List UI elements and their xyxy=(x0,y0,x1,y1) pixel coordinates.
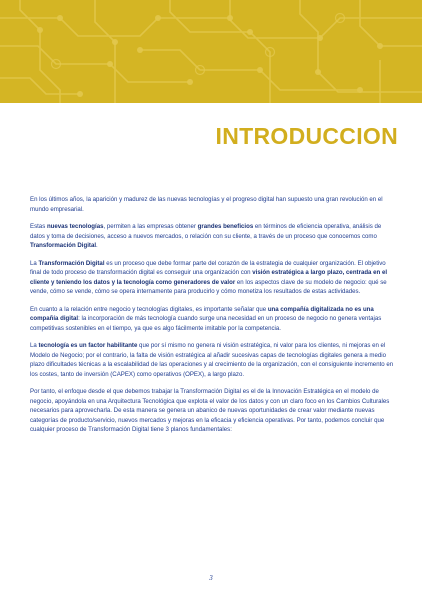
paragraph xyxy=(30,387,396,435)
bold-text: Transformación Digital xyxy=(30,242,97,249)
bold-text: visión estratégica a largo plazo, centrada en el cliente y teniendo los datos y la tecnología como generadores de valor xyxy=(30,269,388,286)
text-run: Por tanto, el enfoque desde el que debemos trabajar la Transformación Digital es el de la Innovación Estratégica en el modelo de negocio, apoyándola en una Arquitectura Tecnológica que explota el valor de los datos y con un claro foco en los Cambios Culturales necesarios para aprovecharla. De esta manera se genera un abanico de nuevas oportunidades de crear valor mediante nuevas categorías de producto/servicio, nuevos mercados y mejoras en la eficacia y eficiencia operativas. Por tanto, podemos concluir que cualquier proceso de Transformación Digital tiene 3 planos fundamentales: xyxy=(30,388,390,433)
bold-text: tecnología es un factor habilitante xyxy=(38,342,138,349)
text-run: Estas xyxy=(30,223,47,230)
page-number: 3 xyxy=(209,574,213,582)
text-run: La xyxy=(30,259,39,267)
text-run: . xyxy=(96,242,98,249)
text-run: que por sí mismo no genera ni visión estratégica, ni valor para los clientes, ni mejoras en el Modelo de Negocio; por el contrario, la falta de visión estratégica al añadir sucesivas capas de tecnologías digitales genera a medio plazo dificultades técnicas a la escalabilidad de las operaciones y al crecimiento de la organización, con el consiguiente incremento en los costes, tanto de inversión (CAPEX) como operativos (OPEX), a largo plazo. xyxy=(30,342,394,378)
bold-text: nuevas tecnologías xyxy=(46,223,104,230)
text-run: en términos de eficiencia operativa, análisis de datos y toma de decisiones, acceso a nuevos mercados, o relación con su cliente, a través de un proceso que conocemos como xyxy=(30,223,382,240)
page-title: INTRODUCCION xyxy=(215,123,398,149)
text-run: es un proceso que debe formar parte del corazón de la estrategia de cualquier organización. El objetivo final de todo proceso de transformación digital es conseguir una organización con xyxy=(30,259,386,276)
text-run: : la incorporación de más tecnología cuando surge una necesidad en un proceso de negocio no genera ventajas competitivas sostenibles en el tiempo, ya que es algo fácilmente imitable por la competencia. xyxy=(30,315,382,332)
text-run: en los aspectos clave de su modelo de negocio: qué se vende, cómo se vende, cómo se opera internamente para producirlo y cómo monetiza los resultados de estas actividades. xyxy=(30,278,387,295)
circuit-pattern-decoration xyxy=(0,0,422,103)
text-run: En los últimos años, la aparición y madurez de las nuevas tecnologías y el progreso digital han supuesto una gran revolución en el mundo empresarial. xyxy=(30,196,383,213)
bold-text: grandes beneficios xyxy=(197,223,254,230)
bold-text: una compañía digitalizada no es una compañía digital xyxy=(30,305,374,322)
paragraph xyxy=(30,222,396,251)
text-run: La xyxy=(30,342,39,349)
paragraph xyxy=(30,341,396,379)
bold-text: Transformación Digital xyxy=(38,259,105,267)
header-band xyxy=(0,0,422,103)
paragraph xyxy=(30,305,396,334)
paragraph xyxy=(30,195,396,214)
body-text xyxy=(30,195,396,443)
text-run: , permiten a las empresas obtener xyxy=(103,223,198,230)
paragraph xyxy=(30,259,396,297)
text-run: En cuanto a la relación entre negocio y tecnologías digitales, es importante señalar que xyxy=(30,305,268,313)
